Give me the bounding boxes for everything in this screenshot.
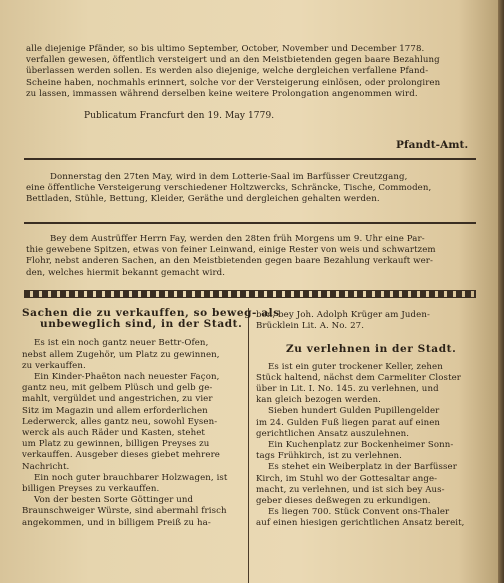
text-line: Kirch, im Stuhl wo der Gottesaltar ange- bbox=[256, 473, 438, 484]
text-line: über in Lit. I. No. 145. zu verlehnen, und bbox=[256, 384, 439, 395]
ornamental-border bbox=[24, 290, 476, 298]
text-line: auf einen hiesigen gerichtlichen Ansatz bereit, bbox=[256, 518, 465, 529]
dateline: Publicatum Francfurt den 19. May 1779. bbox=[84, 111, 275, 121]
text-line: Brücklein Lit. A. No. 27. bbox=[256, 321, 365, 332]
section-heading-line: unbeweglich sind, in der Stadt. bbox=[40, 318, 243, 331]
text-line: Braunschweiger Würste, sind abermahl frisch bbox=[22, 506, 227, 517]
text-line: Sieben hundert Gulden Pupillengelder bbox=[268, 406, 440, 417]
text-line: ben, bey Joh. Adolph Krüger am Juden- bbox=[256, 310, 430, 320]
text-line: den, welches hiermit bekannt gemacht wird. bbox=[26, 267, 226, 278]
text-line: zu verkauffen. bbox=[22, 360, 86, 371]
text-line: überlassen werden sollen. Es werden also diejenige, welche dergleichen verfallene Pfand- bbox=[26, 66, 429, 77]
text-line: Es ist ein noch gantz neuer Bettr-Ofen, bbox=[34, 338, 209, 349]
text-line: Lederwerck, alles gantz neu, sowohl Eysen- bbox=[22, 416, 218, 427]
text-line: im 24. Gulden Fuß liegen parat auf einen bbox=[256, 417, 441, 428]
lace-sale-paragraph bbox=[26, 234, 476, 279]
text-line: verkauffen. Ausgeber dieses giebet mehrere bbox=[22, 450, 220, 461]
text-line: Bey dem Austrüffer Herrn Fay, werden den 28ten früh Morgens um 9. Uhr eine Par- bbox=[50, 234, 425, 244]
text-line: mahlt, vergüldet und angestrichen, zu vier bbox=[22, 394, 213, 405]
text-line: eine öffentliche Versteigerung verschiedener Holtzwercks, Schräncke, Tische, Commoden, bbox=[26, 183, 432, 194]
text-line: nebst allem Zugehör, um Platz zu gewinnen, bbox=[22, 349, 220, 360]
auction-notice-paragraph bbox=[26, 172, 476, 206]
section-heading-line: Sachen die zu verkauffen, so beweg- als bbox=[22, 307, 280, 319]
page-edge-shadow bbox=[498, 0, 504, 583]
section-heading: Zu verlehnen in der Stadt. bbox=[286, 343, 457, 356]
text-line: Ein Kuchenplatz zur Bockenheimer Sonn- bbox=[268, 440, 454, 451]
text-line: thie gewebene Spitzen, etwas von feiner Leinwand, einige Rester von weis und schwartzem bbox=[26, 245, 436, 256]
signature: Pfandt-Amt. bbox=[396, 139, 469, 151]
text-line: alle diejenige Pfänder, so bis ultimo September, October, November und December 1778. bbox=[26, 44, 425, 54]
text-line: gantz neu, mit gelbem Plüsch und gelb ge- bbox=[22, 383, 213, 394]
column-divider bbox=[248, 308, 249, 583]
text-line: verfallen gewesen, öffentlich versteigert und an den Meistbietenden gegen baare Bezahlung bbox=[26, 55, 440, 66]
text-line: Ein noch guter brauchbarer Holzwagen, ist bbox=[34, 472, 228, 483]
text-line: Es stehet ein Weiberplatz in der Barfüsser bbox=[268, 462, 457, 473]
text-line: werck als auch Räder und Kasten, stehet bbox=[22, 428, 205, 439]
text-line: Von der besten Sorte Göttinger und bbox=[34, 495, 194, 506]
text-line: billigen Preyses zu verkauffen. bbox=[22, 484, 160, 495]
text-line: Nachricht. bbox=[22, 461, 70, 472]
text-line: Flohr, nebst anderen Sachen, an den Meistbietenden gegen baare Bezahlung verkauft wer- bbox=[26, 256, 433, 267]
text-line: gerichtlichen Ansatz auszulehnen. bbox=[256, 428, 410, 439]
text-line: um Platz zu gewinnen, billigen Preyses zu bbox=[22, 439, 210, 450]
section-rule bbox=[24, 158, 476, 160]
text-line: zu lassen, immassen während derselben keine weitere Prolongation angenommen wird. bbox=[26, 88, 418, 99]
section-rule bbox=[24, 222, 476, 224]
text-line: tags Frühkirch, ist zu verlehnen. bbox=[256, 451, 402, 462]
text-line: macht, zu verlehnen, und ist sich bey Aus- bbox=[256, 484, 445, 495]
text-line: Es liegen 700. Stück Convent ons-Thaler bbox=[268, 507, 450, 518]
text-line: Scheine haben, nochmahls erinnert, solche vor der Versteigerung einlösen, oder prolongiren bbox=[26, 77, 441, 88]
text-line: Es ist ein guter trockener Keller, zehen bbox=[268, 361, 443, 372]
text-line: geber dieses deßwegen zu erkundigen. bbox=[256, 496, 431, 507]
left-column bbox=[22, 307, 280, 529]
text-line: Stück haltend, nächst dem Carmeliter Closter bbox=[256, 372, 462, 383]
right-column bbox=[256, 310, 478, 530]
text-line: Bettladen, Stühle, Bettung, Kleider, Geräthe und dergleichen gehalten werden. bbox=[26, 194, 380, 205]
text-line: Ein Kinder-Phaëton nach neuester Façon, bbox=[34, 372, 220, 383]
text-line: kan gleich bezogen werden. bbox=[256, 395, 381, 406]
text-line: Sitz im Magazin und allem erforderlichen bbox=[22, 405, 208, 416]
text-line: angekommen, und in billigem Preiß zu ha- bbox=[22, 517, 211, 528]
pawn-notice-paragraph bbox=[26, 44, 476, 100]
text-line: Donnerstag den 27ten May, wird in dem Lotterie-Saal im Barfüsser Creutzgang, bbox=[50, 172, 408, 182]
